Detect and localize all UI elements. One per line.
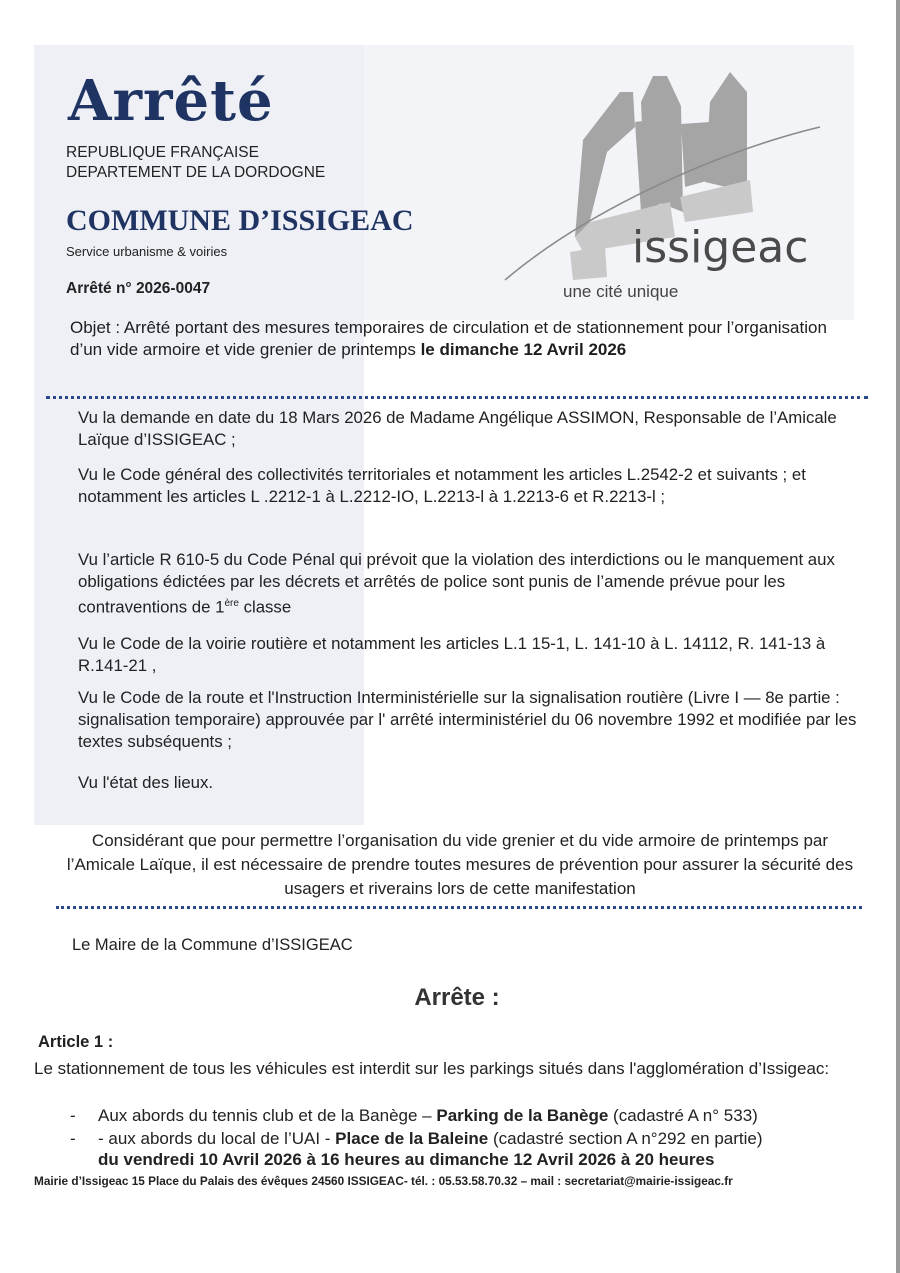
commune-name: COMMUNE D’ISSIGEAC (66, 204, 414, 237)
objet-paragraph (70, 317, 850, 361)
department-label: DEPARTEMENT DE LA DORDOGNE (66, 164, 326, 181)
service-label: Service urbanisme & voiries (66, 244, 228, 259)
bullet-2-place: Place de la Baleine (335, 1129, 489, 1148)
bullet-1-post: (cadastré A n° 533) (608, 1106, 758, 1125)
logo-wordmark: issigeac (632, 222, 809, 273)
objet-date: le dimanche 12 Avril 2026 (420, 340, 627, 359)
arrete-heading: Arrête : (414, 984, 500, 1011)
document-title: Arrêté (68, 68, 274, 134)
visa-cgct: Vu le Code général des collectivités territoriales et notamment les articles L.2542-2 et suivants ; et notamment les articles L .2212-1 à L.2212-IO, L.2213-l à 1.2213-6 et R.2213-l ; (78, 465, 806, 506)
objet-text: Arrêté portant des mesures temporaires de circulation et de stationnement pour l’organisation d’un vide armoire et vide grenier de printemps (70, 318, 827, 359)
footer-contact: Mairie d’Issigeac 15 Place du Palais des évêques 24560 ISSIGEAC- tél. : 05.53.58.70.32 – mail : secretariat@mairie-issigeac.fr (34, 1174, 733, 1188)
bullet-1-place: Parking de la Banège (436, 1106, 609, 1125)
visa-etat-lieux: Vu l'état des lieux. (78, 773, 214, 792)
separator-bottom (56, 906, 862, 909)
maire-line: Le Maire de la Commune d’ISSIGEAC (72, 936, 353, 954)
article-1-bullet-baleine (70, 1128, 870, 1150)
logo-tagline: une cité unique (563, 282, 679, 301)
arrete-number: Arrêté n° 2026-0047 (66, 280, 211, 297)
visa-code-penal (78, 549, 858, 619)
visa-code-route: Vu le Code de la route et l'Instruction Interministérielle sur la signalisation routière (Livre I — 8e partie : signalisation temporaire) approuvée par l' arrêté interministériel du 06 novembre 1992 et modifiée par les textes subséquents ; (78, 688, 857, 751)
visa-voirie: Vu le Code de la voirie routière et notamment les articles L.1 15-1, L. 141-10 à L. 14112, R. 141-13 à R.141-21 , (78, 634, 826, 675)
bullet-dash: - (70, 1129, 76, 1148)
visa-code-penal-text: Vu l’article R 610-5 du Code Pénal qui prévoit que la violation des interdictions ou le manquement aux obligations édictées par les décrets et arrêtés de police sont punis de l’amende prévue pour les contraventions de 1 (78, 550, 835, 617)
article-1-bullet-banege (70, 1105, 870, 1127)
bullet-2-post: (cadastré section A n°292 en partie) (488, 1129, 763, 1148)
article-1-title: Article 1 : (38, 1033, 114, 1051)
article-1-period: du vendredi 10 Avril 2026 à 16 heures au dimanche 12 Avril 2026 à 20 heures (98, 1150, 715, 1169)
bullet-1-pre: Aux abords du tennis club et de la Banège – (98, 1106, 437, 1125)
visa-code-penal-end: classe (238, 597, 292, 617)
scan-edge (896, 0, 900, 1273)
article-1-text: Le stationnement de tous les véhicules est interdit sur les parkings situés dans l'agglomération d’Issigeac: (34, 1059, 830, 1078)
country-label: REPUBLIQUE FRANÇAISE (66, 144, 259, 161)
bullet-2-pre: - aux abords du local de l’UAI - (98, 1129, 336, 1148)
bullet-dash: - (70, 1106, 76, 1125)
issigeac-town-logo-icon (495, 62, 835, 312)
visa-code-penal-sup: ère (224, 598, 239, 609)
visa-demande: Vu la demande en date du 18 Mars 2026 de Madame Angélique ASSIMON, Responsable de l’Amicale Laïque d’ISSIGEAC ; (78, 408, 837, 449)
separator-top (46, 396, 868, 399)
considerant-paragraph: Considérant que pour permettre l’organisation du vide grenier et du vide armoire de printemps par l’Amicale Laïque, il est nécessaire de prendre toutes mesures de prévention pour assurer la sécurité des usagers et riverains lors de cette manifestation (66, 831, 854, 898)
objet-label: Objet : (70, 318, 121, 337)
